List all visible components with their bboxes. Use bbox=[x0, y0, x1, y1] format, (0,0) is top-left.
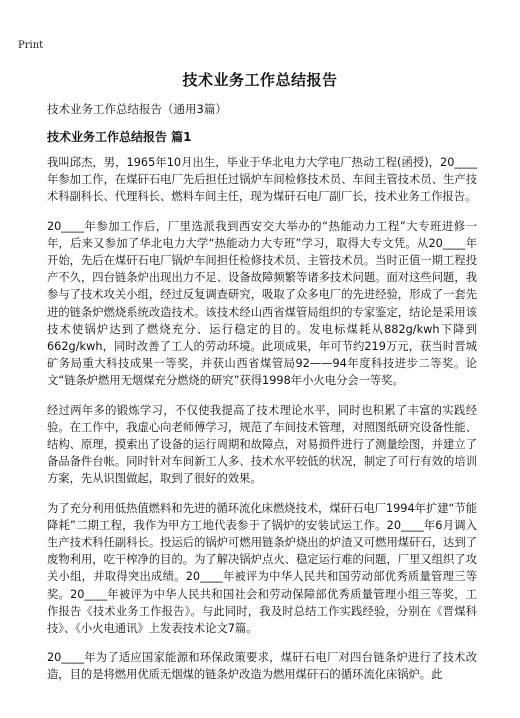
print-link[interactable]: Print bbox=[18, 40, 44, 51]
paragraph: 20____年参加工作后，厂里选派我到西安交大举办的“热能动力工程”大专班进修一年，后来又参加了华北电力大学“热能动力大专班”学习，取得大专文凭。从20____年开始，先后在煤矸石电厂锅炉车间担任检修技术员、主管技术员。当时正值一期工程投产不久，四台链条炉出现出力不足、设备故障频繁等诸多技术问题。面对这些问题，我参与了技术攻关小组，经过反复调查研究，吸取了众多电厂的先进经验，形成了一套先进的链条炉燃烧系统改造技术。该技术经山西省煤管局组织的专家鉴定，结论是采用该技术使锅炉达到了燃烧充分、运行稳定的目的。发电标煤耗从882g/kwh下降到662g/kwh，同时改善了工人的劳动环境。此项成果，年可节约219万元，获当时晋城矿务局重大科技成果一等奖，并获山西省煤管局92——94年度科技进步二等奖。论文“链条炉燃用无烟煤充分燃烧的研究”获得1998年小火电分会一等奖。 bbox=[47, 219, 477, 388]
document-title: 技术业务工作总结报告 bbox=[182, 71, 338, 89]
paragraph: 经过两年多的锻炼学习，不仅使我提高了技术理论水平，同时也积累了丰富的实践经验。在工作中，我虚心向老师傅学习，规范了车间技术管理，对照图纸研究设备性能、结构、原理，摸索出了设备的运行周期和故障点，对易损件进行了测量绘图，并建立了备品备件台帐。同时针对车间新工人多、技术水平较低的状况，制定了可行有效的培训方案，先从识图做起，取到了很好的效果。 bbox=[47, 403, 477, 486]
document-subtitle: 技术业务工作总结报告（通用3篇） bbox=[47, 102, 227, 116]
document-body bbox=[47, 154, 477, 696]
section-heading: 技术业务工作总结报告 篇1 bbox=[47, 130, 192, 144]
paragraph: 为了充分利用低热值燃料和先进的循环流化床燃烧技术，煤矸石电厂1994年扩建“节能降耗”二期工程，我作为甲方工地代表参于了锅炉的安装试运工作。20____年6月调入生产技术科任副科长。投运后的锅炉可燃用链条炉烧出的炉渣又可燃用煤矸石，达到了废物利用，吃干榨净的目的。为了解决锅炉点火、稳定运行难的问题，厂里又组织了攻关小组，并取得突出成绩。20____年被评为中华人民共和国劳动部优秀质量管理三等奖。20____年被评为中华人民共和国社会和劳动保障部优秀质量管理小组三等奖，工作报告《技术业务工作报告》。与此同时，我及时总结工作实践经验，分别在《晋煤科技》、《小火电通讯》上发表技术论文7篇。 bbox=[47, 501, 477, 636]
paragraph: 20____年为了适应国家能源和环保政策要求，煤矸石电厂对四台链条炉进行了技术改造，目的是将燃用优质无烟煤的链条炉改造为燃用煤矸石的循环流化床锅炉。此 bbox=[47, 651, 477, 682]
paragraph: 我叫邱杰，男，1965年10月出生，毕业于华北电力大学电厂热动工程(函授)，20____年参加工作，在煤矸石电厂先后担任过锅炉车间检修技术员、车间主管技术员、生产技术科副科长、代理科长、燃料车间主任，现为煤矸石电厂副厂长，技术业务工作报告。 bbox=[47, 156, 477, 204]
